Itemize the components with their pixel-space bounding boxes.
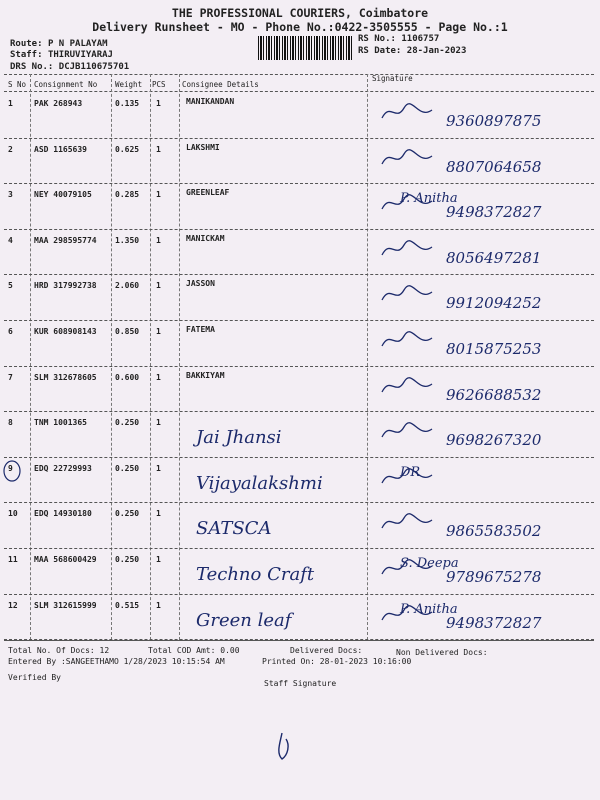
row-signature-scribble — [378, 98, 438, 128]
row-handwritten-signature: P. Anitha — [400, 601, 458, 617]
row-handwritten-name: SATSCA — [196, 518, 272, 540]
col-divider — [367, 74, 368, 640]
row-handwritten-phone: 9865583502 — [446, 522, 542, 541]
row-handwritten-signature: S. Deepa — [400, 556, 459, 571]
row-handwritten-signature: P. Anitha — [400, 191, 458, 207]
row-consignment-no: NEY 40079105 — [34, 190, 92, 200]
row-weight: 0.600 — [115, 372, 140, 382]
row-handwritten-phone: 8056497281 — [446, 248, 542, 267]
non-delivered-docs: Non Delivered Docs: — [396, 648, 488, 657]
barcode — [258, 36, 353, 60]
rs-date-value: 28-Jan-2023 — [406, 46, 467, 56]
row-consignment-no: TNM 1001365 — [34, 418, 87, 428]
row-handwritten-phone: 8807064658 — [446, 157, 542, 176]
staff-signature-label: Staff Signature — [264, 679, 337, 688]
rs-no-value: 1106757 — [401, 34, 440, 44]
row-sno: 8 — [8, 418, 13, 428]
row-consignment-no: SLM 312678605 — [34, 372, 97, 382]
row-consignment-no: MAA 298595774 — [34, 235, 97, 245]
row-pcs: 1 — [156, 600, 161, 610]
row-divider — [4, 594, 594, 595]
col-divider — [30, 74, 31, 640]
row-handwritten-phone: 9498372827 — [446, 613, 542, 632]
row-handwritten-name: Vijayalakshmi — [196, 472, 323, 494]
row-pcs: 1 — [156, 509, 161, 519]
rs-no-line: RS No.: 1106757 — [358, 34, 440, 44]
row-handwritten-phone: 9626688532 — [446, 385, 542, 404]
row-divider — [4, 502, 594, 503]
row-9-circle-mark — [2, 459, 22, 483]
col-header-pcs: PCS — [152, 80, 166, 89]
row-handwritten-signature: DR — [400, 464, 421, 480]
row-weight: 0.250 — [115, 555, 140, 564]
row-pcs: 1 — [156, 463, 161, 473]
row-weight: 0.135 — [115, 99, 140, 108]
row-handwritten-phone: 9360897875 — [446, 112, 542, 130]
drs-line: DRS No.: DCJB110675701 — [10, 62, 130, 72]
row-sno: 12 — [8, 600, 18, 610]
row-weight: 2.060 — [115, 281, 140, 291]
row-consignee: LAKSHMI — [186, 142, 220, 152]
table-bottom-rule — [4, 640, 594, 641]
col-header-consignment: Consignment No — [34, 80, 98, 89]
row-consignment-no: ASD 1165639 — [34, 144, 87, 154]
row-divider — [4, 138, 594, 139]
row-pcs: 1 — [156, 327, 161, 336]
row-consignment-no: MAA 568600429 — [34, 555, 97, 564]
row-consignee: FATEMA — [186, 325, 215, 334]
row-signature-scribble — [378, 326, 438, 356]
row-handwritten-name: Jai Jhansi — [196, 427, 282, 449]
row-pcs: 1 — [156, 235, 161, 245]
row-signature-scribble — [378, 235, 438, 265]
row-pcs: 1 — [156, 99, 161, 108]
row-sno: 9 — [8, 463, 13, 473]
rs-date-line: RS Date: 28-Jan-2023 — [358, 46, 467, 56]
row-weight: 1.350 — [115, 235, 140, 245]
table-top-rule — [4, 74, 594, 75]
row-sno: 1 — [8, 99, 13, 108]
row-weight: 0.850 — [115, 327, 140, 336]
row-divider — [4, 274, 594, 275]
row-consignee: MANIKANDAN — [186, 97, 235, 106]
row-divider — [4, 229, 594, 230]
row-weight: 0.250 — [115, 509, 140, 519]
row-consignment-no: PAK 268943 — [34, 99, 83, 108]
row-signature-scribble — [378, 508, 438, 538]
row-pcs: 1 — [156, 281, 161, 291]
row-signature-scribble — [378, 463, 438, 493]
runsheet-subtitle: Delivery Runsheet - MO - Phone No.:0422-3505555 - Page No.:1 — [92, 20, 508, 34]
col-header-sno: S No — [8, 80, 27, 89]
row-signature-scribble — [378, 189, 438, 219]
staff-line: Staff: THIRUVIYARAJ — [10, 50, 113, 60]
row-handwritten-phone: 9498372827 — [446, 203, 542, 222]
row-handwritten-name: Green leaf — [196, 609, 292, 631]
col-divider — [150, 74, 151, 640]
row-consignment-no: KUR 608908143 — [34, 327, 97, 336]
row-consignment-no: SLM 312615999 — [34, 600, 97, 610]
row-signature-scribble — [378, 417, 438, 447]
row-consignment-no: EDQ 14930180 — [34, 509, 92, 519]
row-handwritten-phone: 9912094252 — [446, 294, 542, 313]
row-pcs: 1 — [156, 418, 161, 428]
col-header-weight: Weight — [115, 80, 143, 89]
row-consignee: GREENLEAF — [186, 188, 230, 198]
row-weight: 0.250 — [115, 418, 140, 428]
drs-value: DCJB110675701 — [58, 62, 130, 72]
col-divider — [111, 74, 112, 640]
row-sno: 11 — [8, 555, 18, 564]
row-weight: 0.285 — [115, 190, 140, 200]
row-pcs: 1 — [156, 190, 161, 200]
row-pcs: 1 — [156, 372, 161, 382]
row-signature-scribble — [378, 600, 438, 630]
staff-value: THIRUVIYARAJ — [47, 50, 113, 60]
row-handwritten-phone: 9789675278 — [446, 568, 542, 586]
row-handwritten-phone: 9698267320 — [446, 431, 542, 450]
col-header-signature: Signature — [372, 74, 413, 83]
row-pcs: 1 — [156, 555, 161, 564]
row-consignee: MANICKAM — [186, 233, 225, 243]
row-divider — [4, 457, 594, 458]
row-sno: 4 — [8, 235, 13, 245]
row-sno: 10 — [8, 509, 18, 519]
row-signature-scribble — [378, 144, 438, 174]
route-line: Route: P N PALAYAM — [10, 39, 108, 49]
row-sno: 5 — [8, 281, 13, 291]
row-handwritten-name: Techno Craft — [196, 564, 315, 585]
row-weight: 0.625 — [115, 144, 140, 154]
row-sno: 6 — [8, 327, 13, 336]
col-header-consignee: Consignee Details — [182, 80, 259, 89]
row-signature-scribble — [378, 372, 438, 402]
row-weight: 0.250 — [115, 463, 140, 473]
row-sno: 2 — [8, 144, 13, 154]
printed-on: Printed On: 28-01-2023 10:16:00 — [262, 657, 412, 666]
row-divider — [4, 366, 594, 367]
header-bottom-rule — [4, 91, 594, 92]
row-sno: 3 — [8, 190, 13, 200]
route-value: P N PALAYAM — [47, 39, 108, 49]
delivered-docs: Delivered Docs: — [290, 646, 363, 655]
row-signature-scribble — [378, 280, 438, 310]
row-handwritten-phone: 8015875253 — [446, 340, 542, 358]
total-cod: Total COD Amt: 0.00 — [148, 646, 240, 655]
row-divider — [4, 320, 594, 321]
staff-signature-mark — [270, 725, 300, 765]
row-pcs: 1 — [156, 144, 161, 154]
col-divider — [179, 74, 180, 640]
row-weight: 0.515 — [115, 600, 140, 610]
row-consignee: JASSON — [186, 279, 215, 289]
row-signature-scribble — [378, 554, 438, 584]
row-sno: 7 — [8, 372, 13, 382]
row-divider — [4, 548, 594, 549]
row-divider — [4, 411, 594, 412]
entered-by: Entered By :SANGEETHAMO 1/28/2023 10:15:54 AM — [8, 657, 225, 666]
verified-by: Verified By — [8, 673, 61, 682]
row-consignment-no: HRD 317992738 — [34, 281, 97, 291]
company-title: THE PROFESSIONAL COURIERS, Coimbatore — [171, 6, 429, 20]
row-consignment-no: EDQ 22729993 — [34, 463, 92, 473]
row-divider — [4, 183, 594, 184]
total-docs: Total No. Of Docs: 12 — [8, 646, 110, 655]
row-consignee: BAKKIYAM — [186, 370, 225, 380]
